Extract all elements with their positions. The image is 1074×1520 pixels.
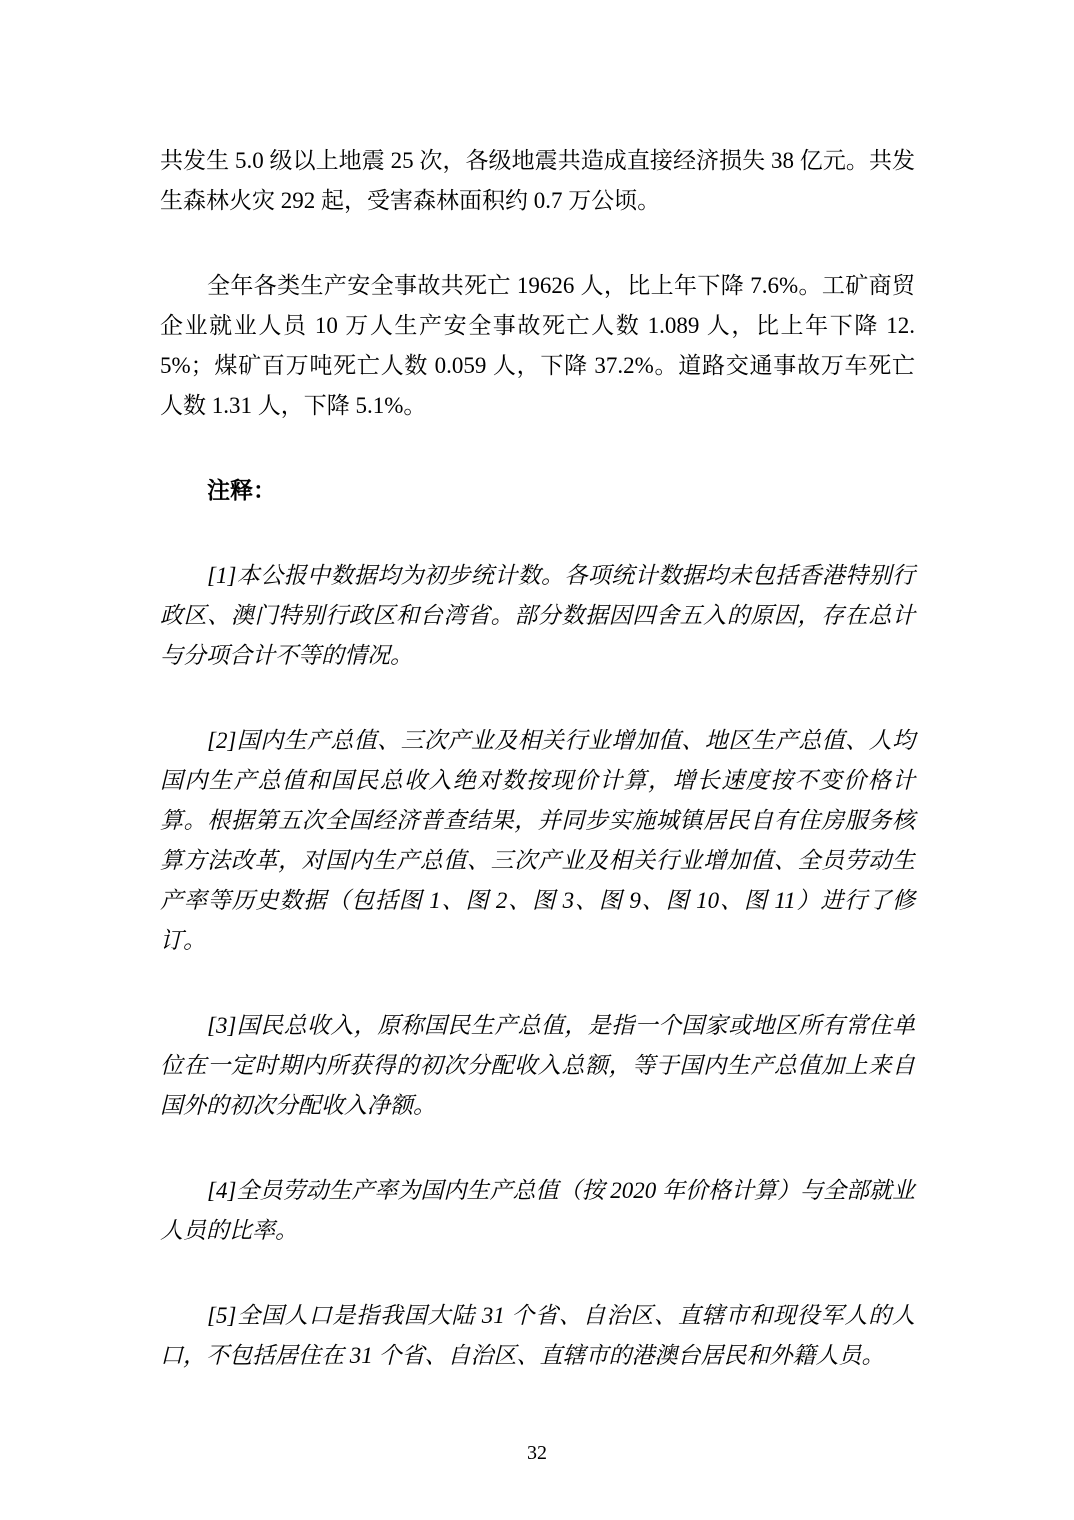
page-number: 32 <box>527 1442 547 1464</box>
body-paragraph-disasters: 共发生 5.0 级以上地震 25 次，各级地震共造成直接经济损失 38 亿元。共发生森林火灾 292 起，受害森林面积约 0.7 万公顷。 <box>160 148 915 213</box>
note-1: [1]本公报中数据均为初步统计数。各项统计数据均未包括香港特别行政区、澳门特别行政区和台湾省。部分数据因四舍五入的原因，存在总计与分项合计不等的情况。 <box>160 563 915 668</box>
note-3: [3]国民总收入，原称国民生产总值，是指一个国家或地区所有常住单位在一定时期内所获得的初次分配收入总额，等于国内生产总值加上来自国外的初次分配收入净额。 <box>160 1013 915 1118</box>
note-5: [5]全国人口是指我国大陆 31 个省、自治区、直辖市和现役军人的人口，不包括居住在 31 个省、自治区、直辖市的港澳台居民和外籍人员。 <box>160 1303 915 1368</box>
page-footer <box>0 1440 1074 1466</box>
note-2: [2]国内生产总值、三次产业及相关行业增加值、地区生产总值、人均国内生产总值和国民总收入绝对数按现价计算，增长速度按不变价格计算。根据第五次全国经济普查结果，并同步实施城镇居民自有住房服务核算方法改革，对国内生产总值、三次产业及相关行业增加值、全员劳动生产率等历史数据（包括图 1、图 2、图 3、图 9、图 10、图 11）进行了修订。 <box>160 728 915 953</box>
body-paragraph-work-safety: 全年各类生产安全事故共死亡 19626 人，比上年下降 7.6%。工矿商贸企业就业人员 10 万人生产安全事故死亡人数 1.089 人，比上年下降 12.5%；煤矿百万吨死亡人数 0.059 人，下降 37.2%。道路交通事故万车死亡人数 1.31 人，下降 5.1%。 <box>160 273 915 418</box>
notes-heading: 注释： <box>207 478 276 503</box>
note-4: [4]全员劳动生产率为国内生产总值（按 2020 年价格计算）与全部就业人员的比率。 <box>160 1178 915 1243</box>
